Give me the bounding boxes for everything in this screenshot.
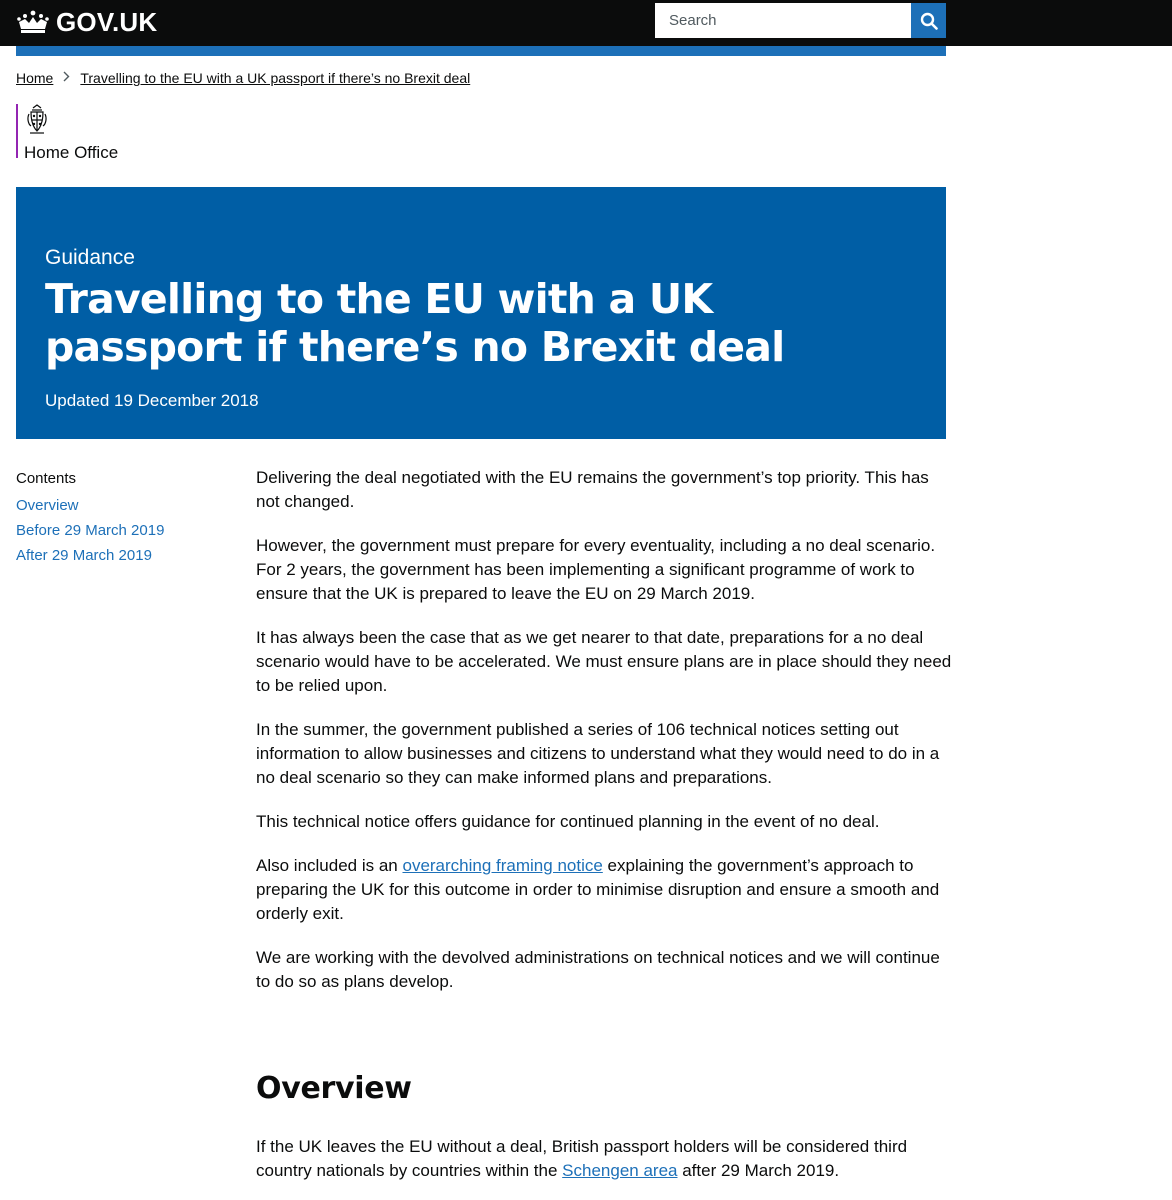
overview-heading: Overview	[256, 1071, 412, 1106]
logo-text: GOV.UK	[56, 6, 158, 37]
framing-notice-link[interactable]: overarching framing notice	[402, 856, 603, 875]
header-blue-bar	[16, 46, 946, 56]
body-paragraph: It has always been the case that as we get nearer to that date, preparations for a no deal scenario would have to be accelerated. We must ensure plans are in place should they need to be relied upon.	[256, 628, 952, 695]
royal-crest-icon	[26, 104, 48, 136]
breadcrumb	[16, 70, 470, 86]
text-span: Also included is an	[256, 856, 403, 875]
govuk-logo-link[interactable]	[16, 6, 157, 38]
body-paragraph-with-link	[256, 854, 956, 926]
chevron-right-icon	[63, 71, 70, 85]
body-paragraph: In the summer, the government published a series of 106 technical notices setting out information to allow businesses and citizens to understand what they would need to do in a no deal scenario so they can make informed plans and preparations.	[256, 720, 940, 787]
body-paragraph: This technical notice offers guidance for continued planning in the event of no deal.	[256, 812, 880, 831]
schengen-area-link[interactable]: Schengen area	[562, 1161, 678, 1180]
page-title: Travelling to the EU with a UK passport if there’s no Brexit deal	[45, 275, 785, 371]
main-content	[256, 466, 956, 1200]
crown-icon	[16, 9, 50, 35]
breadcrumb-current[interactable]: Travelling to the EU with a UK passport if there’s no Brexit deal	[80, 70, 471, 86]
contents-link-before[interactable]: Before 29 March 2019	[16, 522, 165, 539]
contents-link-overview[interactable]: Overview	[16, 497, 79, 514]
organisation-name: Home Office	[24, 143, 119, 162]
body-paragraph: We are working with the devolved administrations on technical notices and we will continue to do so as plans develop.	[256, 948, 940, 991]
site-header	[0, 0, 1172, 46]
body-paragraph-with-link	[256, 1135, 956, 1183]
text-span: If the UK leaves the EU without a deal, British passport holders will be considered third country nationals by countries within the	[256, 1137, 908, 1180]
text-span: after 29 March 2019.	[677, 1161, 840, 1180]
breadcrumb-home[interactable]: Home	[16, 70, 54, 86]
text-span: explaining the government’s approach to preparing the UK for this outcome in order to minimise disruption and ensure a smooth and orderly exit.	[256, 856, 940, 923]
body-paragraph: However, the government must prepare for every eventuality, including a no deal scenario. For 2 years, the government has been implementing a significant programme of work to ensure that the UK is prepared to leave the EU on 29 March 2019.	[256, 536, 936, 603]
search-form	[655, 3, 946, 38]
contents-link-after[interactable]: After 29 March 2019	[16, 547, 152, 564]
updated-date: Updated 19 December 2018	[45, 391, 259, 410]
contents-title: Contents	[16, 470, 77, 487]
search-input[interactable]	[655, 3, 911, 38]
search-button[interactable]	[911, 3, 946, 38]
contents-list	[16, 470, 226, 572]
title-banner	[16, 187, 946, 439]
organisation-logo[interactable]	[16, 104, 119, 162]
search-icon	[920, 12, 938, 30]
document-type: Guidance	[45, 246, 135, 269]
body-paragraph: Delivering the deal negotiated with the EU remains the government’s top priority. This has not changed.	[256, 468, 929, 511]
